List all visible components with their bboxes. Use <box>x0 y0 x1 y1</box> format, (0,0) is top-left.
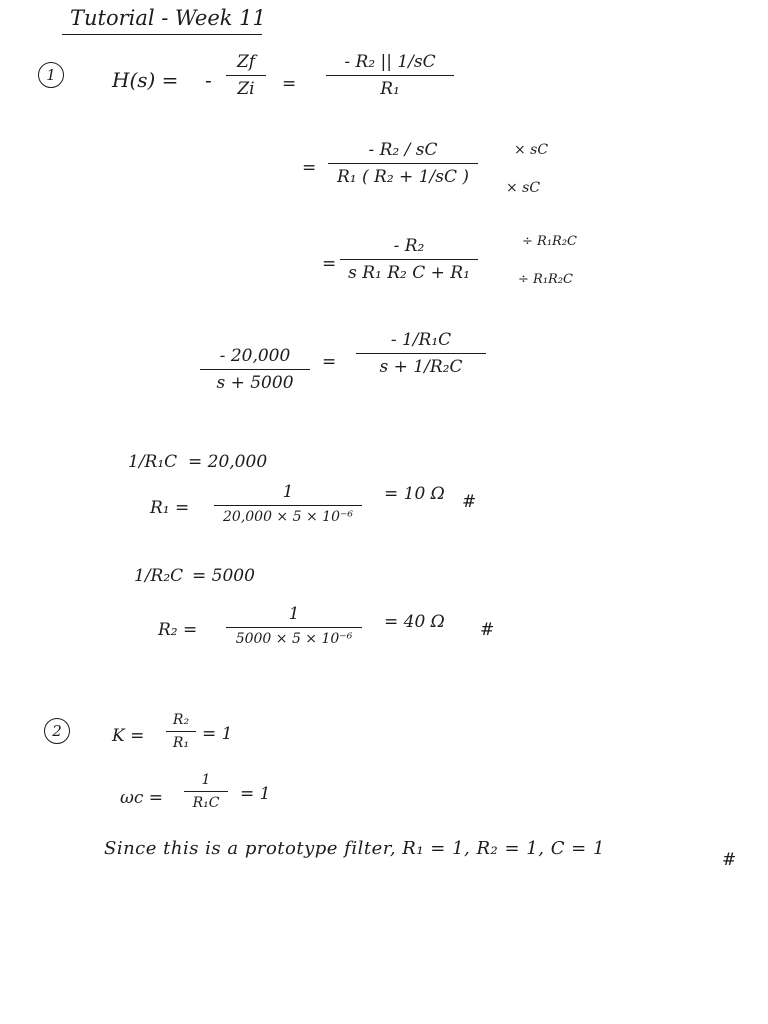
r2-denominator: 5000 × 5 × 10⁻⁶ <box>235 631 353 647</box>
question-1-number: 1 <box>46 66 56 84</box>
hs-lhs: H(s) = <box>112 68 179 92</box>
fraction-bar <box>200 369 310 370</box>
zi: Zi <box>237 79 255 99</box>
r1c-value: = 20,000 <box>188 452 268 472</box>
r2-lhs: R₂ = <box>158 620 198 640</box>
fraction-bar <box>184 791 228 792</box>
k-denominator: R₁ <box>172 735 190 751</box>
fraction-bar <box>226 627 362 628</box>
zf: Zf <box>236 52 256 72</box>
step2-denominator: R₁ ( R₂ + 1/sC ) <box>336 167 470 187</box>
fraction-bar <box>340 259 478 260</box>
minus-sign: - <box>205 68 212 92</box>
r2-fraction <box>226 604 362 647</box>
given-numerator: - 20,000 <box>219 346 291 366</box>
r1-lhs: R₁ = <box>150 498 190 518</box>
equals-sign: = <box>302 158 317 178</box>
r1-numerator: 1 <box>282 482 294 502</box>
fraction-bar <box>326 75 454 76</box>
fraction-bar <box>214 505 362 506</box>
fraction-bar <box>226 75 266 76</box>
fraction-bar <box>356 353 486 354</box>
wc-lhs: ωc = <box>120 788 164 808</box>
wc-denominator: R₁C <box>192 795 220 811</box>
k-fraction <box>166 712 196 751</box>
step3-fraction <box>340 236 478 283</box>
given-fraction <box>200 346 310 393</box>
standard-numerator: - 1/R₁C <box>390 330 452 350</box>
title-underline <box>62 34 262 35</box>
step2-fraction <box>328 140 478 187</box>
k-lhs: K = <box>112 726 145 746</box>
fraction-bar <box>328 163 478 164</box>
standard-denominator: s + 1/R₂C <box>379 357 463 377</box>
zf-over-zi <box>226 52 266 99</box>
rhs1-numerator: - R₂ || 1/sC <box>344 52 436 72</box>
wc-value: = 1 <box>240 784 271 804</box>
wc-fraction <box>184 772 228 811</box>
step2-note-top: × sC <box>514 142 549 158</box>
r1-result: = 10 Ω <box>384 484 445 504</box>
equals-sign: = <box>322 254 337 274</box>
k-numerator: R₂ <box>172 712 190 728</box>
answer-mark-1: # <box>462 492 477 512</box>
r2c-value: = 5000 <box>192 566 255 586</box>
equals-sign: = <box>322 352 337 372</box>
k-value: = 1 <box>202 724 233 744</box>
question-1-marker <box>38 62 64 88</box>
answer-mark-3: # <box>722 850 737 870</box>
fraction-bar <box>166 731 196 732</box>
step3-denominator: s R₁ R₂ C + R₁ <box>348 263 470 283</box>
conclusion-text: Since this is a prototype filter, R₁ = 1, R₂ = 1, C = 1 <box>104 838 605 859</box>
rhs1-denominator: R₁ <box>380 79 400 99</box>
rhs1-fraction <box>326 52 454 99</box>
step2-numerator: - R₂ / sC <box>368 140 438 160</box>
step3-note-top: ÷ R₁R₂C <box>522 234 577 249</box>
question-2-number: 2 <box>52 722 62 740</box>
r1-denominator: 20,000 × 5 × 10⁻⁶ <box>223 509 353 525</box>
answer-mark-2: # <box>480 620 495 640</box>
r1-fraction <box>214 482 362 525</box>
equals-sign: = <box>282 74 297 94</box>
step3-note-bottom: ÷ R₁R₂C <box>518 272 573 287</box>
wc-numerator: 1 <box>201 772 211 788</box>
r1c-lhs: 1/R₁C <box>128 452 178 472</box>
r2c-lhs: 1/R₂C <box>134 566 184 586</box>
r2-result: = 40 Ω <box>384 612 445 632</box>
standard-form-fraction <box>356 330 486 377</box>
page-title: Tutorial - Week 11 <box>70 6 266 30</box>
r2-numerator: 1 <box>288 604 300 624</box>
step2-note-bottom: × sC <box>506 180 541 196</box>
question-2-marker <box>44 718 70 744</box>
step3-numerator: - R₂ <box>393 236 425 256</box>
given-denominator: s + 5000 <box>216 373 294 393</box>
